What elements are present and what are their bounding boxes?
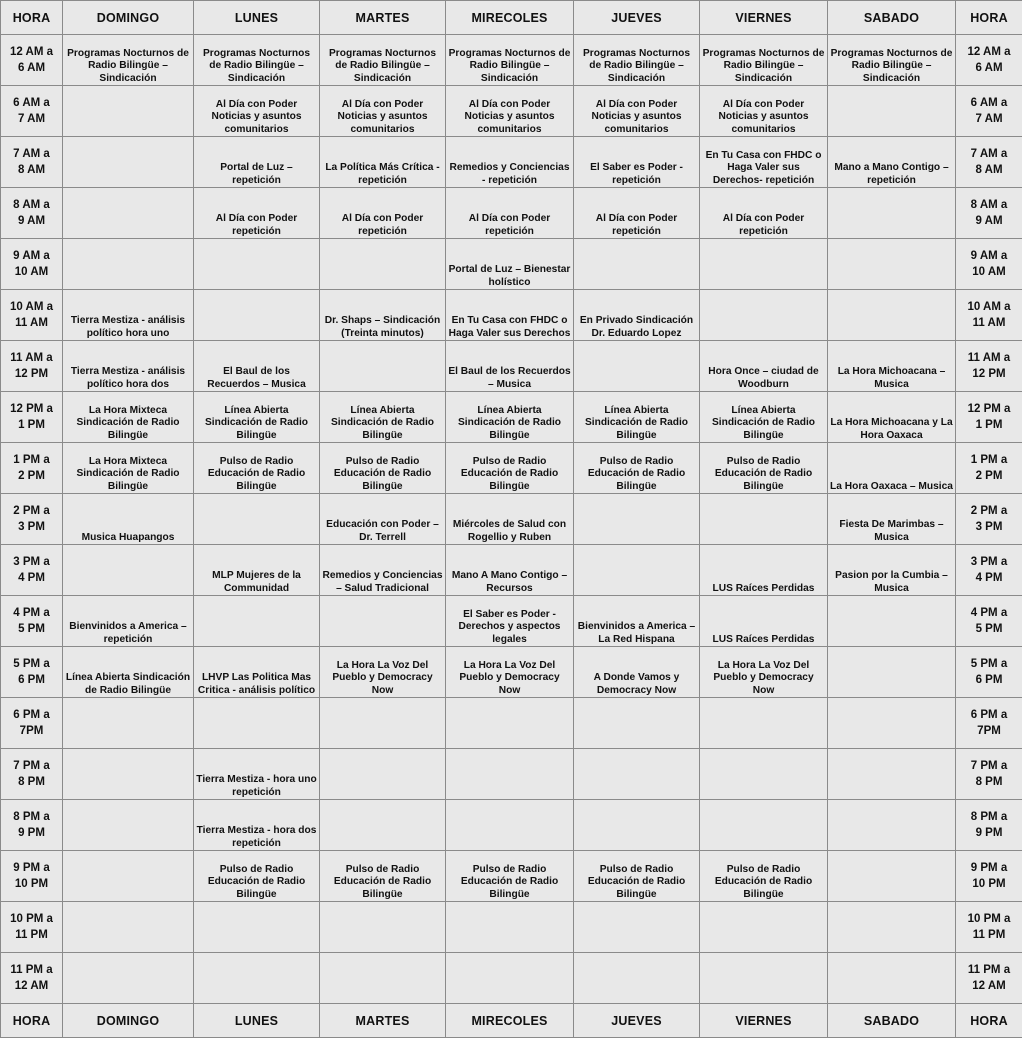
program-cell [63, 86, 194, 137]
hour-start: 12 PM a [10, 403, 53, 415]
hour-end: 9 AM [975, 215, 1002, 227]
hour-end: 12 PM [15, 368, 48, 380]
hour-label-right [956, 545, 1022, 596]
program-cell [63, 188, 194, 239]
program-cell: Mano A Mano Contigo – Recursos [446, 545, 574, 596]
hour-start: 1 PM a [971, 454, 1007, 466]
program-cell [828, 749, 956, 800]
program-cell: Fiesta De Marimbas – Musica [828, 494, 956, 545]
day-header-martes: MARTES [320, 1, 446, 35]
hora-footer-left: HORA [1, 1004, 63, 1038]
hour-end: 1 PM [18, 419, 45, 431]
hour-label-left [1, 35, 63, 86]
program-cell: LUS Raíces Perdidas [700, 596, 828, 647]
program-cell [194, 596, 320, 647]
program-cell: Remedios y Conciencias – Salud Tradicional [320, 545, 446, 596]
program-cell: La Hora La Voz Del Pueblo y Democracy Now [446, 647, 574, 698]
program-cell: Pulso de Radio Educación de Radio Bilingüe [700, 443, 828, 494]
program-cell: Pasion por la Cumbia – Musica [828, 545, 956, 596]
hora-header-left: HORA [1, 1, 63, 35]
program-cell: Pulso de Radio Educación de Radio Bilingüe [700, 851, 828, 902]
program-cell [446, 902, 574, 953]
program-cell: Bienvinidos a America – repetición [63, 596, 194, 647]
schedule-row [1, 494, 1022, 545]
hour-end: 8 PM [976, 776, 1003, 788]
program-cell: Mano a Mano Contigo – repetición [828, 137, 956, 188]
hour-start: 11 AM a [968, 352, 1010, 364]
program-cell: La Hora La Voz Del Pueblo y Democracy Now [320, 647, 446, 698]
program-cell [828, 851, 956, 902]
hour-end: 7 AM [975, 113, 1002, 125]
hour-start: 5 PM a [971, 658, 1007, 670]
program-cell [63, 698, 194, 749]
program-cell [700, 494, 828, 545]
day-header-sabado: SABADO [828, 1, 956, 35]
hour-label-right [956, 239, 1022, 290]
schedule-row [1, 800, 1022, 851]
hour-label-left [1, 239, 63, 290]
program-cell: Al Día con Poder Noticias y asuntos comunitarios [700, 86, 828, 137]
day-header-domingo: DOMINGO [63, 1, 194, 35]
hour-start: 4 PM a [971, 607, 1007, 619]
hour-label-right [956, 35, 1022, 86]
hour-end: 9 PM [18, 827, 45, 839]
program-cell: Tierra Mestiza - hora dos repetición [194, 800, 320, 851]
hour-label-left [1, 86, 63, 137]
hour-end: 10 AM [15, 266, 48, 278]
hour-end: 11 PM [973, 929, 1006, 941]
program-cell [828, 698, 956, 749]
program-cell [446, 698, 574, 749]
hour-label-left [1, 902, 63, 953]
program-cell [320, 698, 446, 749]
hour-start: 12 PM a [968, 403, 1011, 415]
hour-end: 6 PM [18, 674, 45, 686]
program-cell [320, 596, 446, 647]
hour-end: 6 AM [18, 62, 45, 74]
program-cell [574, 698, 700, 749]
program-cell: Remedios y Conciencias - repetición [446, 137, 574, 188]
program-cell [194, 494, 320, 545]
program-cell [446, 749, 574, 800]
hour-start: 2 PM a [971, 505, 1007, 517]
hour-label-right [956, 698, 1022, 749]
hour-end: 10 AM [972, 266, 1005, 278]
hour-end: 8 AM [975, 164, 1002, 176]
hour-label-right [956, 86, 1022, 137]
day-header-miercoles: MIRECOLES [446, 1, 574, 35]
program-cell: Programas Nocturnos de Radio Bilingüe – Sindicación [63, 35, 194, 86]
hour-end: 9 PM [976, 827, 1003, 839]
program-cell [320, 800, 446, 851]
schedule-row [1, 545, 1022, 596]
program-cell [574, 749, 700, 800]
hour-start: 9 PM a [13, 862, 49, 874]
program-cell: Línea Abierta Sindicación de Radio Bilingüe [63, 647, 194, 698]
hour-end: 7PM [977, 725, 1001, 737]
hour-start: 10 AM a [967, 301, 1010, 313]
schedule-body [1, 35, 1022, 1004]
schedule-row [1, 137, 1022, 188]
program-cell [828, 188, 956, 239]
program-cell: Programas Nocturnos de Radio Bilingüe – Sindicación [828, 35, 956, 86]
program-cell: Portal de Luz – Bienestar holístico [446, 239, 574, 290]
hour-end: 1 PM [976, 419, 1003, 431]
program-cell [194, 953, 320, 1004]
program-cell: En Tu Casa con FHDC o Haga Valer sus Derechos- repetición [700, 137, 828, 188]
hour-start: 7 AM a [971, 148, 1008, 160]
program-cell: Al Día con Poder repetición [446, 188, 574, 239]
day-header-lunes: LUNES [194, 1, 320, 35]
program-cell: LUS Raíces Perdidas [700, 545, 828, 596]
hour-end: 4 PM [18, 572, 45, 584]
day-footer-viernes: VIERNES [700, 1004, 828, 1038]
program-cell: El Saber es Poder -repetición [574, 137, 700, 188]
program-cell: Línea Abierta Sindicación de Radio Bilingüe [700, 392, 828, 443]
program-cell: Programas Nocturnos de Radio Bilingüe – Sindicación [574, 35, 700, 86]
program-cell [828, 953, 956, 1004]
hour-start: 10 PM a [968, 913, 1011, 925]
program-cell [63, 800, 194, 851]
hour-label-left [1, 494, 63, 545]
program-cell [700, 290, 828, 341]
program-cell [574, 800, 700, 851]
hour-end: 11 AM [973, 317, 1006, 329]
hour-label-right [956, 953, 1022, 1004]
schedule-row [1, 953, 1022, 1004]
hora-header-right: HORA [956, 1, 1022, 35]
program-cell: Portal de Luz – repetición [194, 137, 320, 188]
program-cell [63, 137, 194, 188]
program-cell [700, 239, 828, 290]
program-cell: Dr. Shaps – Sindicación (Treinta minutos) [320, 290, 446, 341]
hour-start: 3 PM a [13, 556, 49, 568]
hour-start: 12 AM a [967, 46, 1010, 58]
program-cell [320, 749, 446, 800]
hour-end: 12 AM [972, 980, 1005, 992]
program-cell: Pulso de Radio Educación de Radio Bilingüe [194, 851, 320, 902]
program-cell: El Saber es Poder - Derechos y aspectos legales [446, 596, 574, 647]
program-cell [700, 749, 828, 800]
day-footer-miercoles: MIRECOLES [446, 1004, 574, 1038]
program-cell: El Baul de los Recuerdos – Musica [194, 341, 320, 392]
hour-start: 11 AM a [10, 352, 52, 364]
program-cell [574, 494, 700, 545]
hour-start: 6 PM a [971, 709, 1007, 721]
program-cell: Pulso de Radio Educación de Radio Bilingüe [446, 443, 574, 494]
program-cell: Pulso de Radio Educación de Radio Bilingüe [320, 851, 446, 902]
program-cell: Pulso de Radio Educación de Radio Bilingüe [574, 851, 700, 902]
hour-label-right [956, 392, 1022, 443]
hour-end: 3 PM [976, 521, 1003, 533]
program-cell [828, 290, 956, 341]
hour-end: 5 PM [976, 623, 1003, 635]
hour-end: 12 PM [972, 368, 1005, 380]
program-cell: Línea Abierta Sindicación de Radio Bilingüe [320, 392, 446, 443]
hour-end: 7PM [20, 725, 44, 737]
hour-label-right [956, 443, 1022, 494]
program-cell [446, 953, 574, 1004]
program-cell [320, 902, 446, 953]
hour-label-left [1, 749, 63, 800]
hour-start: 7 PM a [971, 760, 1007, 772]
program-cell: El Baul de los Recuerdos – Musica [446, 341, 574, 392]
hour-label-right [956, 188, 1022, 239]
program-cell: Tierra Mestiza - hora uno repetición [194, 749, 320, 800]
day-footer-martes: MARTES [320, 1004, 446, 1038]
program-cell [828, 596, 956, 647]
program-cell: Programas Nocturnos de Radio Bilingüe – Sindicación [320, 35, 446, 86]
program-cell: Hora Once – ciudad de Woodburn [700, 341, 828, 392]
hour-label-right [956, 494, 1022, 545]
hour-label-left [1, 800, 63, 851]
hour-end: 6 PM [976, 674, 1003, 686]
schedule-row [1, 902, 1022, 953]
program-cell [320, 239, 446, 290]
hour-end: 11 PM [15, 929, 48, 941]
program-cell: La Política Más Crítica - repetición [320, 137, 446, 188]
program-cell: La Hora Michoacana – Musica [828, 341, 956, 392]
program-cell: Programas Nocturnos de Radio Bilingüe – Sindicación [446, 35, 574, 86]
hour-label-right [956, 647, 1022, 698]
program-cell [574, 902, 700, 953]
hour-start: 6 AM a [971, 97, 1008, 109]
hour-label-left [1, 188, 63, 239]
hour-end: 2 PM [976, 470, 1003, 482]
program-cell: Al Día con Poder repetición [574, 188, 700, 239]
hour-start: 3 PM a [971, 556, 1007, 568]
schedule-row [1, 443, 1022, 494]
hour-end: 5 PM [18, 623, 45, 635]
hour-start: 5 PM a [13, 658, 49, 670]
hour-start: 9 PM a [971, 862, 1007, 874]
schedule-row [1, 698, 1022, 749]
program-cell [63, 545, 194, 596]
hour-label-left [1, 137, 63, 188]
program-cell: Al Día con Poder Noticias y asuntos comunitarios [446, 86, 574, 137]
day-footer-jueves: JUEVES [574, 1004, 700, 1038]
hour-end: 10 PM [15, 878, 48, 890]
hour-label-left [1, 851, 63, 902]
program-cell [63, 902, 194, 953]
program-cell: En Privado Sindicación Dr. Eduardo Lopez [574, 290, 700, 341]
hour-start: 8 PM a [971, 811, 1007, 823]
program-cell [700, 902, 828, 953]
hour-start: 2 PM a [13, 505, 49, 517]
program-cell [63, 749, 194, 800]
hour-label-right [956, 851, 1022, 902]
hour-start: 8 AM a [13, 199, 50, 211]
program-cell: Bienvinidos a America – La Red Hispana [574, 596, 700, 647]
hour-start: 9 AM a [13, 250, 50, 262]
program-cell: Línea Abierta Sindicación de Radio Bilingüe [194, 392, 320, 443]
program-cell [828, 800, 956, 851]
hour-label-right [956, 341, 1022, 392]
schedule-row [1, 35, 1022, 86]
program-cell [320, 953, 446, 1004]
hour-start: 6 AM a [13, 97, 50, 109]
hour-label-left [1, 290, 63, 341]
program-cell [574, 953, 700, 1004]
schedule-row [1, 851, 1022, 902]
schedule-row [1, 596, 1022, 647]
schedule-row [1, 341, 1022, 392]
hour-label-right [956, 596, 1022, 647]
header-row-top [1, 1, 1022, 35]
hour-start: 7 PM a [13, 760, 49, 772]
schedule-row [1, 392, 1022, 443]
hour-start: 11 PM a [968, 964, 1010, 976]
schedule-row [1, 239, 1022, 290]
hour-end: 6 AM [975, 62, 1002, 74]
hour-start: 10 AM a [10, 301, 53, 313]
program-cell: La Hora Mixteca Sindicación de Radio Bilingüe [63, 392, 194, 443]
hour-end: 3 PM [18, 521, 45, 533]
hour-end: 7 AM [18, 113, 45, 125]
hour-start: 6 PM a [13, 709, 49, 721]
schedule-row [1, 188, 1022, 239]
program-cell: Musica Huapangos [63, 494, 194, 545]
schedule-row [1, 749, 1022, 800]
program-cell: Pulso de Radio Educación de Radio Bilingüe [320, 443, 446, 494]
program-cell: Al Día con Poder Noticias y asuntos comunitarios [194, 86, 320, 137]
hour-label-left [1, 596, 63, 647]
program-cell: Al Día con Poder Noticias y asuntos comunitarios [320, 86, 446, 137]
program-cell [574, 545, 700, 596]
program-cell: LHVP Las Politica Mas Critica - análisis político [194, 647, 320, 698]
program-cell [63, 851, 194, 902]
program-cell [700, 953, 828, 1004]
program-cell: En Tu Casa con FHDC o Haga Valer sus Derechos [446, 290, 574, 341]
hour-end: 8 AM [18, 164, 45, 176]
program-cell: Al Día con Poder repetición [194, 188, 320, 239]
program-cell [194, 902, 320, 953]
hour-label-right [956, 749, 1022, 800]
day-footer-lunes: LUNES [194, 1004, 320, 1038]
program-cell: Educación con Poder – Dr. Terrell [320, 494, 446, 545]
hour-label-left [1, 392, 63, 443]
program-cell: Miércoles de Salud con Rogellio y Ruben [446, 494, 574, 545]
hour-start: 12 AM a [10, 46, 53, 58]
hour-start: 8 PM a [13, 811, 49, 823]
day-footer-domingo: DOMINGO [63, 1004, 194, 1038]
program-cell [63, 953, 194, 1004]
program-cell [574, 341, 700, 392]
schedule-row [1, 290, 1022, 341]
program-cell: Línea Abierta Sindicación de Radio Bilingüe [446, 392, 574, 443]
program-cell: La Hora Mixteca Sindicación de Radio Bilingüe [63, 443, 194, 494]
program-cell [194, 239, 320, 290]
hour-end: 11 AM [15, 317, 48, 329]
program-cell: La Hora Oaxaca – Musica [828, 443, 956, 494]
program-cell [700, 800, 828, 851]
program-cell: Tierra Mestiza - análisis político hora dos [63, 341, 194, 392]
program-cell: A Donde Vamos y Democracy Now [574, 647, 700, 698]
program-cell [194, 698, 320, 749]
program-cell: Pulso de Radio Educación de Radio Bilingüe [446, 851, 574, 902]
program-cell [320, 341, 446, 392]
program-cell [828, 239, 956, 290]
hour-label-left [1, 341, 63, 392]
program-cell [574, 239, 700, 290]
hour-end: 8 PM [18, 776, 45, 788]
program-cell: Pulso de Radio Educación de Radio Bilingüe [574, 443, 700, 494]
hour-start: 1 PM a [13, 454, 49, 466]
program-cell: MLP Mujeres de la Communidad [194, 545, 320, 596]
day-header-jueves: JUEVES [574, 1, 700, 35]
hour-label-left [1, 545, 63, 596]
hour-start: 8 AM a [971, 199, 1008, 211]
program-cell: Al Día con Poder repetición [320, 188, 446, 239]
hour-end: 12 AM [15, 980, 48, 992]
program-cell: Tierra Mestiza - análisis político hora uno [63, 290, 194, 341]
hour-label-left [1, 953, 63, 1004]
program-cell [828, 902, 956, 953]
program-cell [194, 290, 320, 341]
schedule-row [1, 86, 1022, 137]
hour-start: 10 PM a [10, 913, 53, 925]
program-cell [446, 800, 574, 851]
program-cell: Programas Nocturnos de Radio Bilingüe – Sindicación [194, 35, 320, 86]
program-cell: Pulso de Radio Educación de Radio Bilingüe [194, 443, 320, 494]
hour-start: 7 AM a [13, 148, 50, 160]
hour-start: 11 PM a [10, 964, 52, 976]
day-footer-sabado: SABADO [828, 1004, 956, 1038]
program-cell: Al Día con Poder Noticias y asuntos comunitarios [574, 86, 700, 137]
program-cell: La Hora Michoacana y La Hora Oaxaca [828, 392, 956, 443]
program-cell: Programas Nocturnos de Radio Bilingüe – Sindicación [700, 35, 828, 86]
hour-label-left [1, 698, 63, 749]
day-header-viernes: VIERNES [700, 1, 828, 35]
program-cell: Al Día con Poder repetición [700, 188, 828, 239]
program-cell [828, 86, 956, 137]
program-cell: La Hora La Voz Del Pueblo y Democracy Now [700, 647, 828, 698]
hora-footer-right: HORA [956, 1004, 1022, 1038]
hour-end: 4 PM [976, 572, 1003, 584]
hour-label-right [956, 137, 1022, 188]
program-cell: Línea Abierta Sindicación de Radio Bilingüe [574, 392, 700, 443]
hour-end: 10 PM [972, 878, 1005, 890]
hour-end: 9 AM [18, 215, 45, 227]
hour-label-left [1, 443, 63, 494]
program-cell [63, 239, 194, 290]
program-cell [828, 647, 956, 698]
hour-end: 2 PM [18, 470, 45, 482]
schedule-row [1, 647, 1022, 698]
hour-label-right [956, 902, 1022, 953]
header-row-bottom [1, 1004, 1022, 1038]
program-cell [700, 698, 828, 749]
hour-label-right [956, 290, 1022, 341]
hour-label-right [956, 800, 1022, 851]
hour-label-left [1, 647, 63, 698]
hour-start: 9 AM a [971, 250, 1008, 262]
hour-start: 4 PM a [13, 607, 49, 619]
